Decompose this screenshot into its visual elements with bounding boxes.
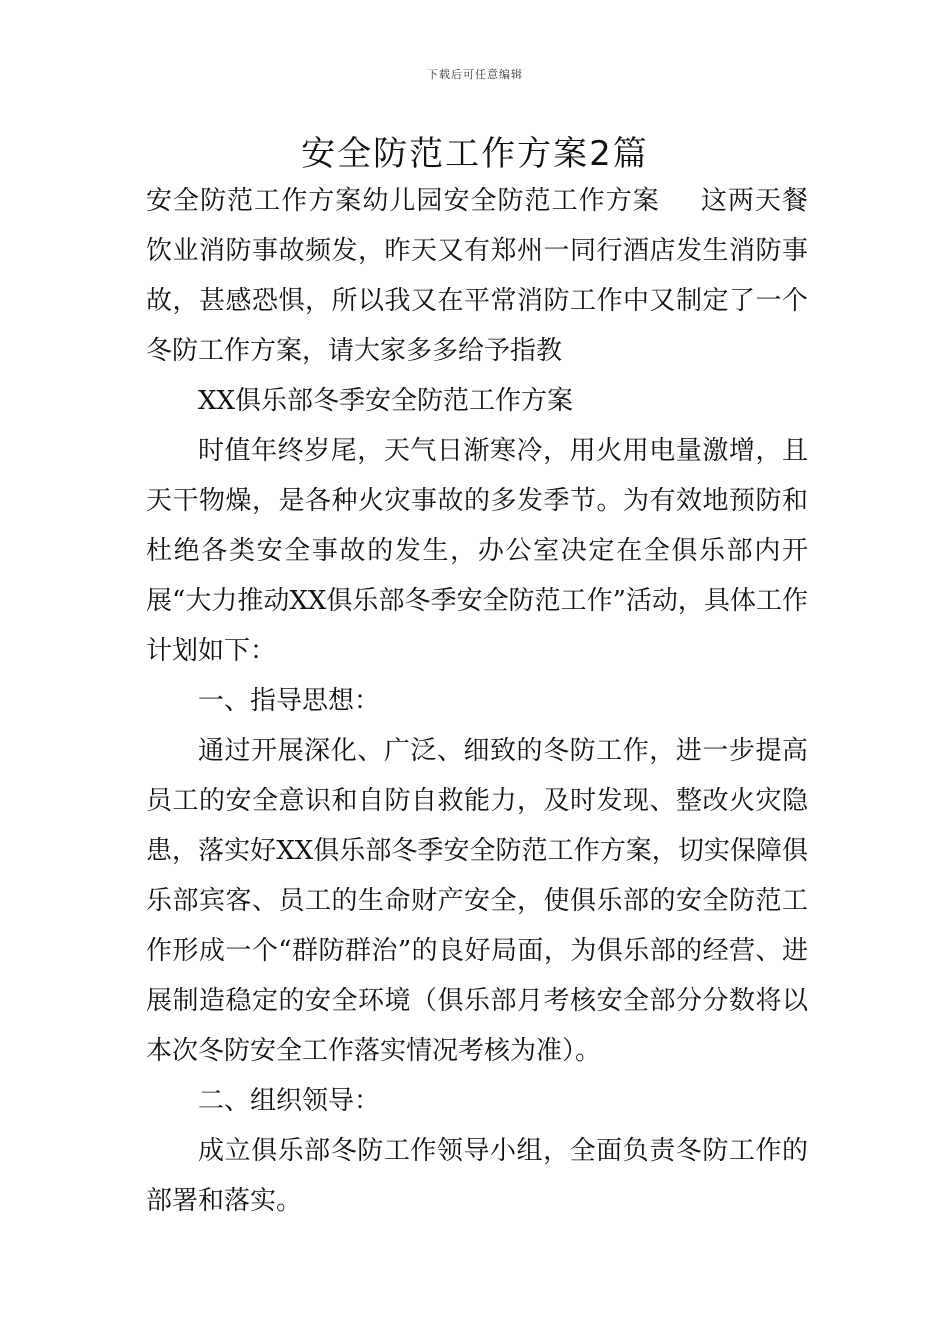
body-paragraph-guiding-ideology: 通过开展深化、广泛、细致的冬防工作，进一步提高员工的安全意识和自防自救能力，及时发现、整改火灾隐患，落实好XX俱乐部冬季安全防范工作方案，切实保障俱乐部宾客、员工的生命财产安全，使俱乐部的安全防范工作形成一个“群防群治”的良好局面，为俱乐部的经营、进展制造稳定的安全环境（俱乐部月考核安全部分分数将以本次冬防安全工作落实情况考核为准）。 xyxy=(146,736,808,1066)
intro-text: 这两天餐饮业消防事故频发，昨天又有郑州一同行酒店发生消防事故，甚感恐惧，所以我又在平常消防工作中又制定了一个冬防工作方案，请大家多多给予指教 xyxy=(146,186,808,366)
body-paragraph-organization: 成立俱乐部冬防工作领导小组，全面负责冬防工作的部署和落实。 xyxy=(146,1136,808,1216)
intro-paragraph xyxy=(146,176,808,376)
body-paragraph-background: 时值年终岁尾，天气日渐寒冷，用火用电量激增，且天干物燥，是各种火灾事故的多发季节。为有效地预防和杜绝各类安全事故的发生，办公室决定在全俱乐部内开展“大力推动XX俱乐部冬季安全防范工作”活动，具体工作计划如下： xyxy=(146,436,808,666)
intro-heading: 安全防范工作方案幼儿园安全防范工作方案 xyxy=(146,186,660,216)
section-heading-organization: 二、组织领导： xyxy=(198,1086,381,1116)
plan-subtitle: XX俱乐部冬季安全防范工作方案 xyxy=(198,386,574,416)
section-heading-guiding-ideology: 一、指导思想： xyxy=(198,686,381,716)
document-title: 安全防范工作方案2篇 xyxy=(301,134,649,174)
document-body xyxy=(146,176,808,1226)
header-note: 下载后可任意编辑 xyxy=(427,68,523,81)
